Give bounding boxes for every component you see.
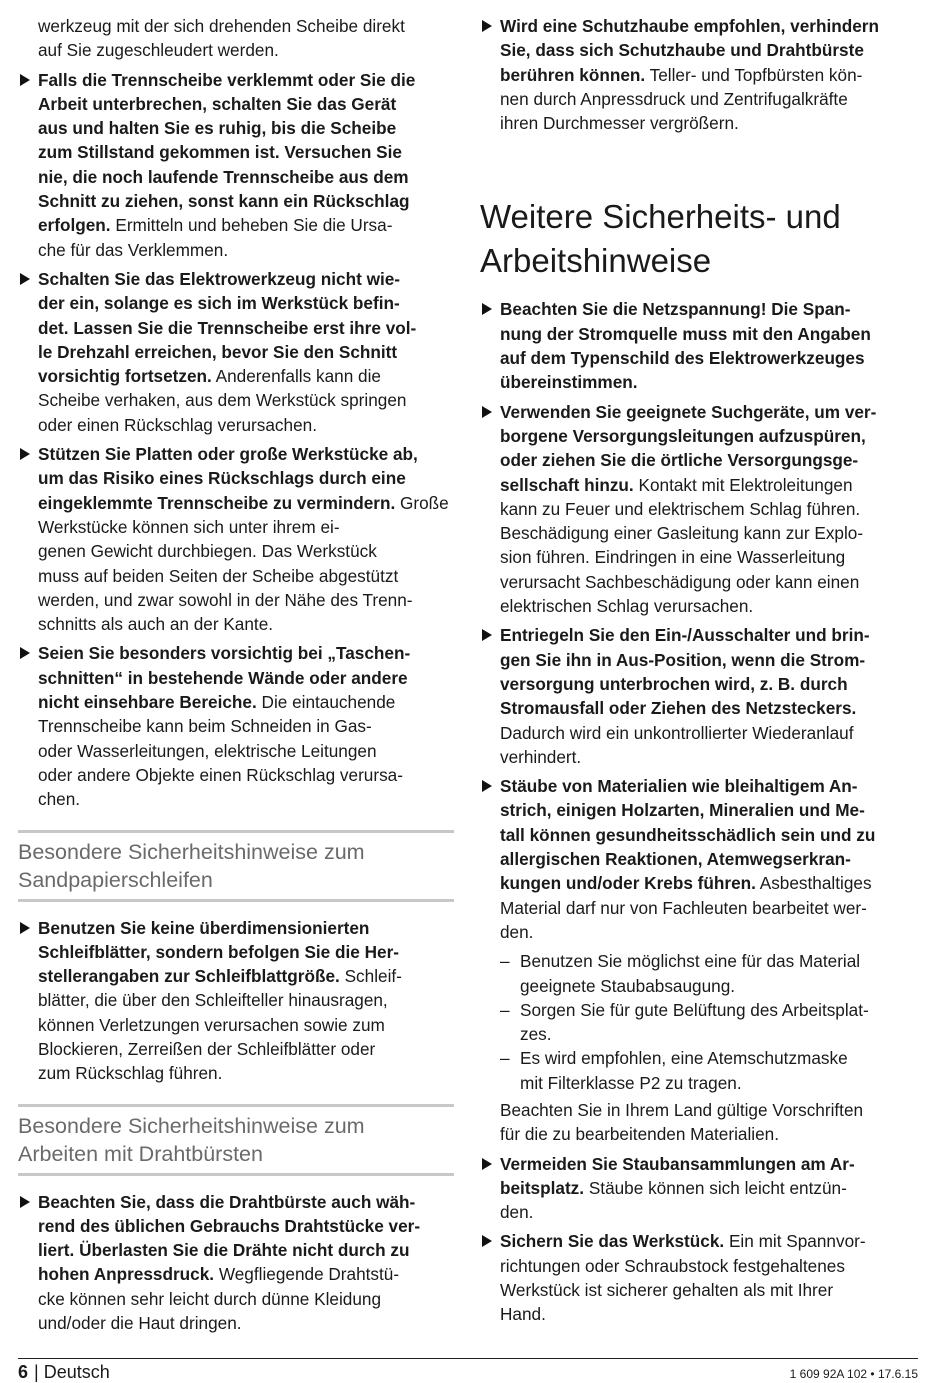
bullet-item: Beachten Sie, dass die Drahtbürste auch wäh- rend des üblichen Gebrauchs Drahtstücke ver- liert. Überlasten Sie die Drähte nicht durch zu hohen Anpressdruck. Wegfliegende Drahtstü- cke können sehr leicht durch dünne Kleidung und/oder die Haut dringen. (18, 1190, 454, 1336)
regulations-note: Beachten Sie in Ihrem Land gültige Vorschriften für die zu bearbeitenden Materialien. (500, 1099, 864, 1145)
page-number: 6 | Deutsch (18, 1362, 110, 1382)
bullet-item: Sichern Sie das Werkstück. Ein mit Spannvor- richtungen oder Schraubstock festgehaltenes Werkstück ist sicherer gehalten als mit Ihrer Hand. (480, 1229, 918, 1326)
bullet-item: Vermeiden Sie Staubansammlungen am Ar- beitsplatz. Stäube können sich leicht entzün- den. (480, 1152, 918, 1225)
document-code: 1 609 92A 102 • 17.6.15 (789, 1367, 918, 1381)
footer-language: | Deutsch (34, 1362, 110, 1382)
dash-item: – Es wird empfohlen, eine Atemschutzmaske mit Filterklasse P2 zu tragen. (480, 1046, 918, 1095)
section-heading-sandpaper: Besondere Sicherheitshinweise zum Sandpapierschleifen (18, 830, 454, 902)
continued-paragraph: werkzeug mit der sich drehenden Scheibe direkt auf Sie zugeschleudert werden. (38, 16, 405, 61)
page-footer (18, 1358, 918, 1382)
dash-item: – Benutzen Sie möglichst eine für das Material geeignete Staubabsaugung. (480, 949, 918, 998)
main-heading: Weitere Sicherheits- und Arbeitshinweise (480, 198, 841, 280)
bullet-item: Benutzen Sie keine überdimensionierten Schleifblätter, sondern befolgen Sie die Her- stellerangaben zur Schleifblattgröße. Schleif- blätter, die über den Schleifteller hinausragen, können Verletzungen verursachen sowie zum Blockieren, Zerreißen der Schleifblätter oder zum Rückschlag führen. (18, 916, 454, 1086)
bullet-item: Falls die Trennscheibe verklemmt oder Sie die Arbeit unterbrechen, schalten Sie das Gerät aus und halten Sie es ruhig, bis die Scheibe zum Stillstand gekommen ist. Versuchen Sie nie, die noch laufende Trennscheibe aus dem Schnitt zu ziehen, sonst kann ein Rückschlag erfolgen. Ermitteln und beheben Sie die Ursa- che für das Verklemmen. (18, 68, 454, 262)
left-column (18, 14, 454, 1340)
section-heading-wire-brushes: Besondere Sicherheitshinweise zum Arbeiten mit Drahtbürsten (18, 1104, 454, 1176)
bullet-item: Verwenden Sie geeignete Suchgeräte, um ver- borgene Versorgungsleitungen aufzuspüren, oder ziehen Sie die örtliche Versorgungsge- sellschaft hinzu. Kontakt mit Elektroleitungen kann zu Feuer und elektrischem Schlag führen. Beschädigung einer Gasleitung kann zur Explo- sion führen. Eindringen in eine Wasserleitung verursacht Sachbeschädigung oder kann einen elektrischen Schlag verursachen. (480, 400, 918, 619)
bullet-item: Seien Sie besonders vorsichtig bei „Taschen- schnitten“ in bestehende Wände oder andere nicht einsehbare Bereiche. Die eintauchende Trennscheibe kann beim Schneiden in Gas- oder Wasserleitungen, elektrische Leitungen oder andere Objekte einen Rückschlag verursa- chen. (18, 641, 454, 811)
bullet-item: Stäube von Materialien wie bleihaltigem An- strich, einigen Holzarten, Mineralien und Me- tall können gesundheitsschädlich sein und zu allergischen Reaktionen, Atemwegserkran- kungen und/oder Krebs führen. Asbesthaltiges Material darf nur von Fachleuten bearbeitet wer- den. (480, 774, 918, 944)
bullet-item: Wird eine Schutzhaube empfohlen, verhindern Sie, dass sich Schutzhaube und Drahtbürste berühren können. Teller- und Topfbürsten kön- nen durch Anpressdruck und Zentrifugalkräfte ihren Durchmesser vergrößern. (480, 14, 918, 135)
dash-list (480, 949, 918, 1095)
bullet-item: Entriegeln Sie den Ein-/Ausschalter und brin- gen Sie ihn in Aus-Position, wenn die Strom- versorgung unterbrochen wird, z. B. durch Stromausfall oder Ziehen des Netzsteckers. Dadurch wird ein unkontrollierter Wiederanlauf verhindert. (480, 623, 918, 769)
bullet-item: Schalten Sie das Elektrowerkzeug nicht wie- der ein, solange es sich im Werkstück befin- det. Lassen Sie die Trennscheibe erst ihre vol- le Drehzahl erreichen, bevor Sie den Schnitt vorsichtig fortsetzen. Anderenfalls kann die Scheibe verhaken, aus dem Werkstück springen oder einen Rückschlag verursachen. (18, 267, 454, 437)
right-column (480, 14, 918, 1332)
bullet-item: Beachten Sie die Netzspannung! Die Span- nung der Stromquelle muss mit den Angaben auf dem Typenschild des Elektrowerkzeuges übereinstimmen. (480, 297, 918, 394)
bullet-item: Stützen Sie Platten oder große Werkstücke ab, um das Risiko eines Rückschlags durch eine eingeklemmte Trennscheibe zu vermindern. Große Werkstücke können sich unter ihrem ei- genen Gewicht durchbiegen. Das Werkstück muss auf beiden Seiten der Scheibe abgestützt werden, und zwar sowohl in der Nähe des Trenn- schnitts als auch an der Kante. (18, 442, 454, 636)
dash-item: – Sorgen Sie für gute Belüftung des Arbeitsplat- zes. (480, 998, 918, 1047)
